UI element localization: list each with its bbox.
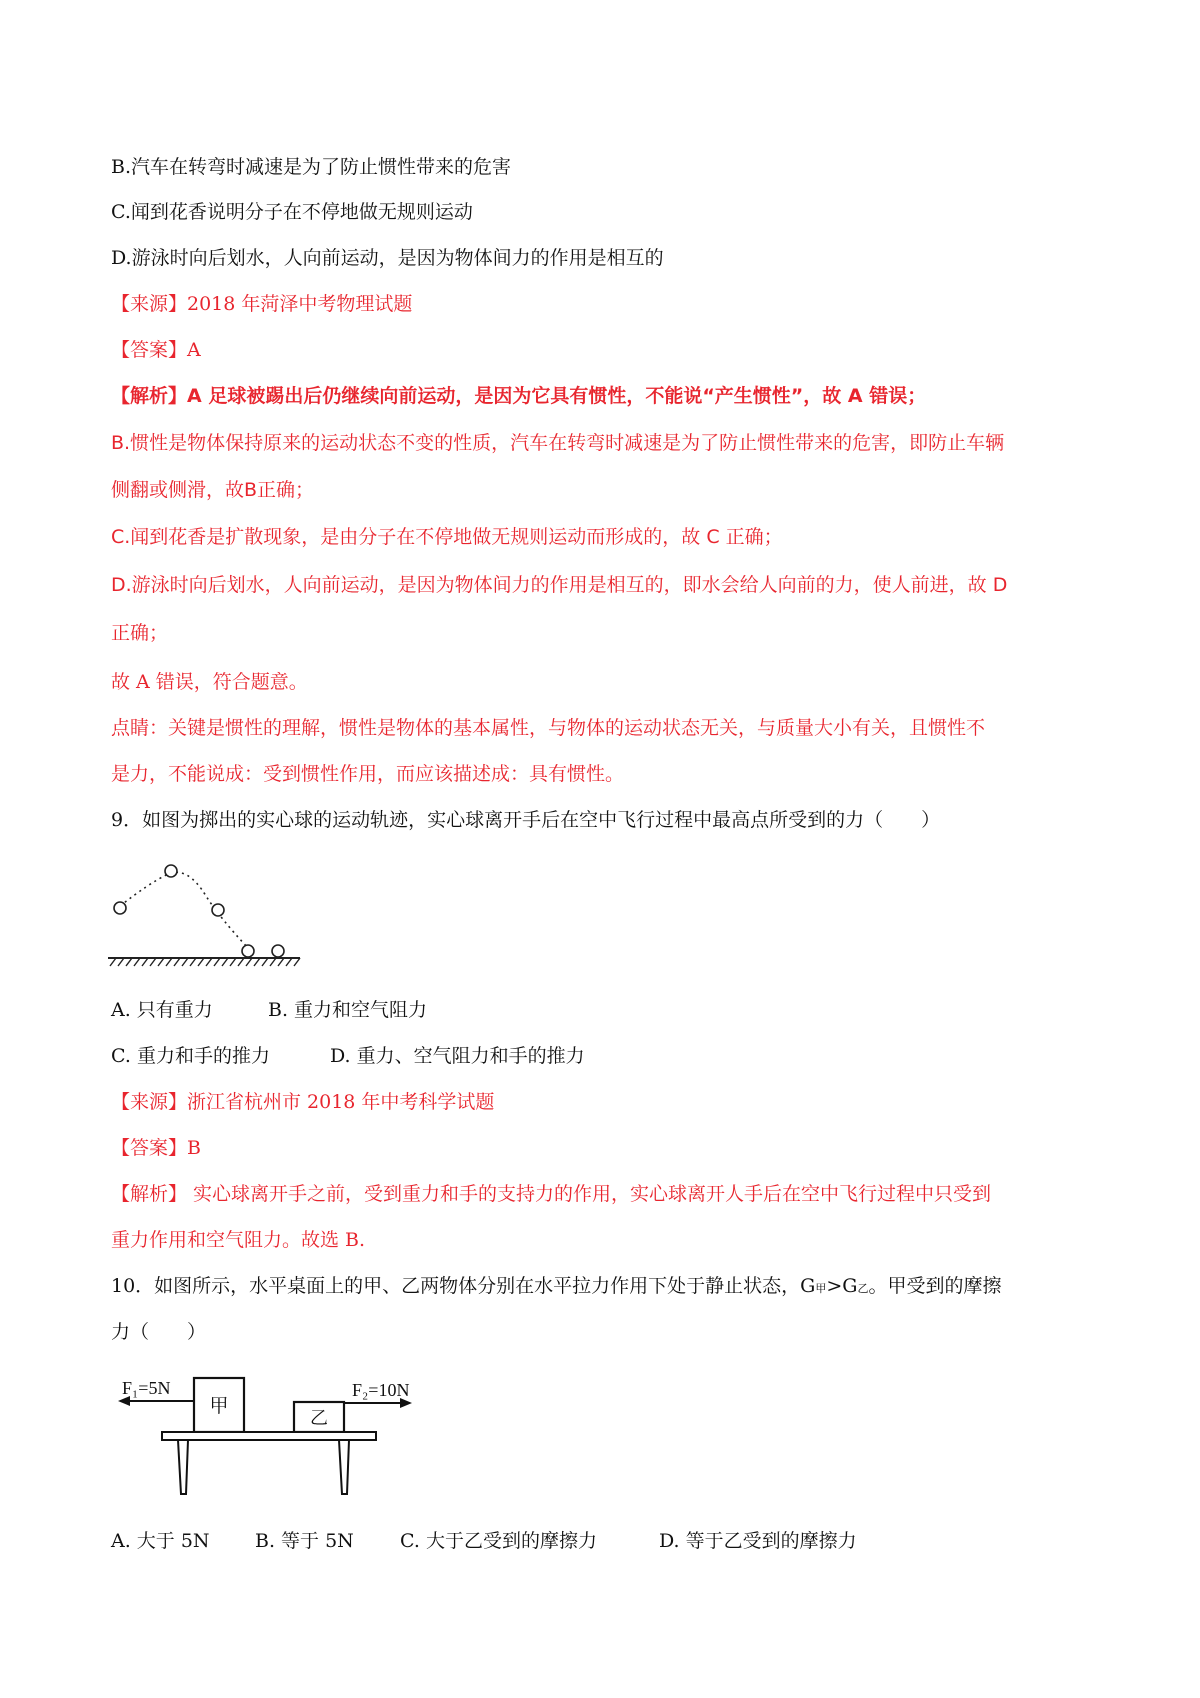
ball-position-3	[212, 904, 224, 916]
q10-stem-text-a: 10．如图所示，水平桌面上的甲、乙两物体分别在水平拉力作用下处于静止状态，G	[111, 1275, 816, 1297]
q10-option-c: C. 大于乙受到的摩擦力	[400, 1530, 597, 1552]
q8-option-d: D.游泳时向后划水，人向前运动，是因为物体间力的作用是相互的	[111, 247, 664, 269]
q8-analysis-line-4: C.闻到花香是扩散现象，是由分子在不停地做无规则运动而形成的，故 C 正确；	[111, 526, 783, 548]
q10-stem-text-b: >G	[826, 1275, 858, 1297]
table-leg-left	[178, 1440, 188, 1494]
q9-trajectory-figure	[108, 856, 308, 971]
q8-option-c: C.闻到花香说明分子在不停地做无规则运动	[111, 201, 473, 223]
ground-hatching	[110, 958, 300, 966]
q8-comment-line-1: 点睛：关键是惯性的理解，惯性是物体的基本属性，与物体的运动状态无关，与质量大小有关，且惯性不	[111, 717, 986, 739]
q10-subscript-jia: 甲	[815, 1282, 827, 1295]
f2-label: F₂=10N	[352, 1380, 410, 1400]
q10-subscript-yi: 乙	[857, 1282, 869, 1295]
f1-label: F₁=5N	[122, 1378, 171, 1398]
q9-option-a: A. 只有重力	[111, 999, 213, 1021]
q10-stem-line-2: 力（ ）	[111, 1321, 207, 1343]
q8-comment-line-2: 是力，不能说成：受到惯性作用，而应该描述成：具有惯性。	[111, 763, 625, 785]
ball-position-1	[114, 902, 126, 914]
q9-answer: 【答案】B	[111, 1137, 201, 1159]
ball-position-5	[272, 945, 284, 957]
q9-options-row-1	[111, 997, 427, 1023]
q8-analysis-line-5: D.游泳时向后划水，人向前运动，是因为物体间力的作用是相互的，即水会给人向前的力，使人前进，故 D	[111, 574, 1008, 596]
q9-option-b: B. 重力和空气阻力	[268, 999, 428, 1021]
q8-analysis-line-1: 【解析】A 足球被踢出后仍继续向前运动，是因为它具有惯性，不能说“产生惯性”，故 A 错误；	[111, 385, 927, 407]
block-jia-label: 甲	[209, 1396, 229, 1417]
trajectory-dotted-path	[120, 872, 248, 948]
q9-option-d: D. 重力、空气阻力和手的推力	[330, 1045, 585, 1067]
q10-stem-text-c: 。甲受到的摩擦	[868, 1275, 1002, 1297]
q8-source: 【来源】2018 年菏泽中考物理试题	[111, 293, 413, 315]
ball-position-2	[165, 865, 177, 877]
q9-source: 【来源】浙江省杭州市 2018 年中考科学试题	[111, 1091, 495, 1113]
ball-position-4	[242, 945, 254, 957]
q9-analysis-line-1: 【解析】 实心球离开手之前，受到重力和手的支持力的作用，实心球离开人手后在空中飞行过程中只受到	[111, 1183, 992, 1205]
q10-table-figure	[118, 1376, 438, 1501]
q10-option-b: B. 等于 5N	[255, 1530, 354, 1552]
table-leg-right	[339, 1440, 349, 1494]
q9-options-row-2	[111, 1043, 585, 1069]
q8-analysis-line-6: 正确；	[111, 622, 169, 644]
q10-option-a: A. 大于 5N	[111, 1530, 210, 1552]
q10-option-d: D. 等于乙受到的摩擦力	[659, 1530, 857, 1552]
q8-option-b: B.汽车在转弯时减速是为了防止惯性带来的危害	[111, 156, 512, 178]
q8-analysis-line-3: 侧翻或侧滑，故B正确；	[111, 479, 315, 501]
q9-analysis-line-2: 重力作用和空气阻力。故选 B.	[111, 1229, 366, 1251]
q8-analysis-line-2: B.惯性是物体保持原来的运动状态不变的性质，汽车在转弯时减速是为了防止惯性带来的危害，即防止车辆	[111, 432, 1005, 454]
q9-stem: 9．如图为掷出的实心球的运动轨迹，实心球离开手后在空中飞行过程中最高点所受到的力（ ）	[111, 809, 941, 831]
q10-options-row	[111, 1528, 857, 1554]
q9-option-c: C. 重力和手的推力	[111, 1045, 270, 1067]
q8-answer: 【答案】A	[111, 339, 201, 361]
q8-conclusion: 故 A 错误，符合题意。	[111, 671, 308, 693]
block-yi-label: 乙	[310, 1408, 328, 1428]
q10-stem-line-1	[111, 1273, 1001, 1302]
table-top	[162, 1432, 376, 1440]
